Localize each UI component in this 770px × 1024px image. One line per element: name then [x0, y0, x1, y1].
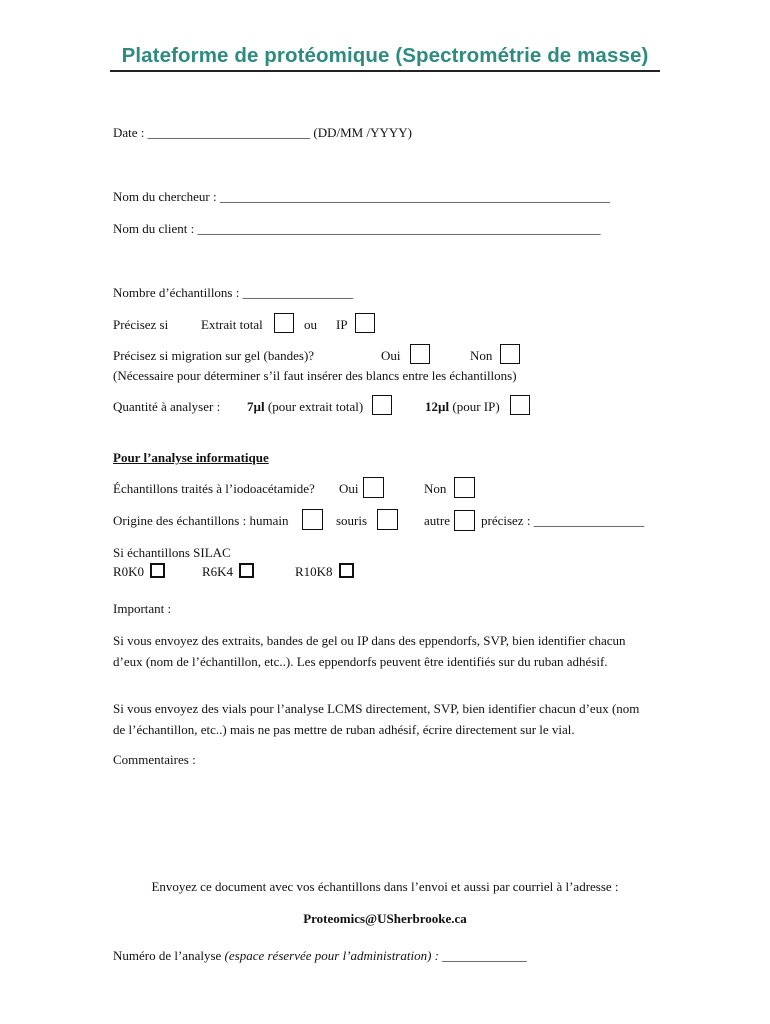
contact-email[interactable]: Proteomics@USherbrooke.ca	[303, 911, 467, 926]
origin-mouse-checkbox[interactable]	[377, 509, 398, 530]
client-row	[113, 221, 601, 237]
migration-note: (Nécessaire pour déterminer s’il faut insérer des blancs entre les échantillons)	[113, 368, 517, 383]
instructions-paragraph-eppendorf: Si vous envoyez des extraits, bandes de gel ou IP dans des eppendorfs, SVP, bien identifier chacun d’eux (nom de l’échantillon, etc..). Les eppendorfs peuvent être identifiés sur du ruban adhésif.	[113, 633, 626, 669]
date-field[interactable]: _________________________	[147, 125, 311, 140]
analysis-number-field[interactable]: _____________	[442, 948, 527, 963]
migration-oui-checkbox[interactable]	[410, 344, 430, 364]
origin-specify[interactable]: précisez : _________________	[481, 513, 645, 528]
origin-label: Origine des échantillons : humain	[113, 513, 289, 528]
sample-count-label: Nombre d’échantillons :	[113, 285, 243, 300]
quantity-12ul-checkbox[interactable]	[510, 395, 530, 415]
origin-other-label: autre	[424, 513, 450, 528]
extract-total-label: Extrait total	[201, 317, 263, 332]
silac-label: Si échantillons SILAC	[113, 545, 231, 560]
quantity-12ul-desc: (pour IP)	[449, 399, 500, 414]
extract-total-checkbox[interactable]	[274, 313, 294, 333]
quantity-label: Quantité à analyser :	[113, 399, 221, 414]
quantity-7ul-checkbox[interactable]	[372, 395, 392, 415]
migration-oui-label: Oui	[381, 348, 401, 363]
ip-label: IP	[336, 317, 348, 332]
silac-r10k8-label: R10K8	[295, 564, 333, 579]
comments-label: Commentaires :	[113, 752, 196, 767]
iodo-non-label: Non	[424, 481, 447, 496]
migration-non-label: Non	[470, 348, 493, 363]
date-format: (DD/MM /YYYY)	[310, 125, 412, 140]
iodo-question: Échantillons traités à l’iodoacétamide?	[113, 481, 315, 496]
iodo-oui-checkbox[interactable]	[363, 477, 384, 498]
silac-r0k0-label: R0K0	[113, 564, 145, 579]
comments-area[interactable]	[113, 772, 653, 867]
client-label: Nom du client :	[113, 221, 198, 236]
sample-count-row	[113, 285, 353, 301]
client-field[interactable]: ______________________________________________________________	[197, 221, 601, 236]
sample-count-field[interactable]: _________________	[242, 285, 354, 300]
ou-label: ou	[304, 317, 317, 332]
quantity-option-ip	[425, 399, 500, 415]
ip-checkbox[interactable]	[355, 313, 375, 333]
quantity-option-extract	[247, 399, 363, 415]
silac-r6k4-label: R6K4	[202, 564, 234, 579]
origin-mouse-label: souris	[336, 513, 368, 528]
origin-other-checkbox[interactable]	[454, 510, 475, 531]
quantity-7ul: 7µl	[247, 399, 265, 414]
iodo-oui-label: Oui	[339, 481, 359, 496]
researcher-row	[113, 189, 610, 205]
migration-non-checkbox[interactable]	[500, 344, 520, 364]
silac-r10k8-checkbox[interactable]	[339, 563, 354, 578]
important-label: Important :	[113, 601, 172, 616]
quantity-7ul-desc: (pour extrait total)	[264, 399, 364, 414]
date-label: Date :	[113, 125, 148, 140]
researcher-field[interactable]: ____________________________________________________________	[219, 189, 610, 204]
iodo-non-checkbox[interactable]	[454, 477, 475, 498]
origin-human-checkbox[interactable]	[302, 509, 323, 530]
precisez-si-label: Précisez si	[113, 317, 169, 332]
silac-r0k0-checkbox[interactable]	[150, 563, 165, 578]
send-instructions: Envoyez ce document avec vos échantillons dans l’envoi et aussi par courriel à l’adresse :	[151, 879, 619, 894]
title-divider	[110, 70, 660, 72]
researcher-label: Nom du chercheur :	[113, 189, 220, 204]
analysis-number-label: Numéro de l’analyse	[113, 948, 225, 963]
analysis-number-row	[113, 948, 527, 964]
date-row	[113, 125, 412, 141]
silac-r6k4-checkbox[interactable]	[239, 563, 254, 578]
migration-question: Précisez si migration sur gel (bandes)?	[113, 348, 315, 363]
quantity-12ul: 12µl	[425, 399, 450, 414]
section-heading-informatique: Pour l’analyse informatique	[113, 450, 269, 465]
page-title: Plateforme de protéomique (Spectrométrie de masse)	[121, 44, 649, 67]
analysis-number-note: (espace réservée pour l’administration) :	[224, 948, 443, 963]
instructions-paragraph-vials: Si vous envoyez des vials pour l’analyse LCMS directement, SVP, bien identifier chacun d’eux (nom de l’échantillon, etc..) mais ne pas mettre de ruban adhésif, écrire directement sur le vial.	[113, 701, 640, 737]
